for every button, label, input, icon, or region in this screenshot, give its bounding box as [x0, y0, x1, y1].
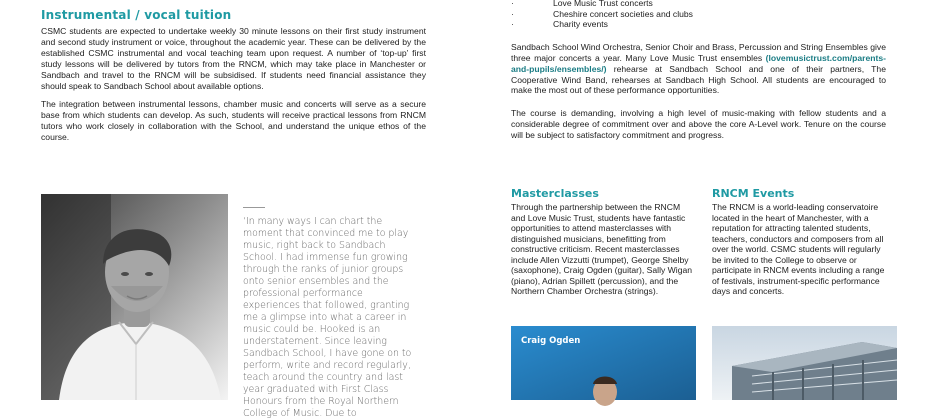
tuition-section: [41, 8, 426, 151]
concerts-paragraph-2: The course is demanding, involving a high level of music-making with fellow students and a considerable degree of commitment over and above the core A-Level work. Tenure on the course will be subject to satisfactory commitment and progress.: [511, 108, 886, 141]
tuition-body: [41, 26, 426, 143]
rncm-heading: RNCM Events: [712, 187, 795, 200]
concerts-body: [511, 42, 886, 141]
tuition-paragraph-1: CSMC students are expected to undertake weekly 30 minute lessons on their first study instrument and second study instrument or voice, throughout the academic year. These can be delivered by the established CSMC instrumental and vocal teaching team upon request. A number of ‘top-up’ first study lessons will be delivered by tutors from the RNCM, which may take place in Manchester or Sandbach and travel to the RNCM will be subsidised. If students need financial assistance they should speak to Sandbach School about available options.: [41, 26, 426, 91]
quote-rule: [243, 207, 265, 208]
tuition-heading: Instrumental / vocal tuition: [41, 8, 232, 22]
concerts-paragraph-1: [511, 42, 886, 97]
portrait-photo: [41, 194, 228, 400]
concerts-section: [511, 0, 886, 149]
rncm-building-image: [712, 326, 897, 400]
concerts-paragraph-1-end: rehearse at Sandbach School and one of their partners, The Cooperative Wind Band, rehearses at Sandbach High School. All students are encouraged to make the most out of these performance opportunities.: [511, 63, 886, 96]
masterclasses-heading: Masterclasses: [511, 187, 599, 200]
concerts-paragraph-1-start: Sandbach School Wind Orchestra, Senior Choir and Brass, Percussion and String Ensembles give three major concerts a year. Many Love Music Trust ensembles: [511, 41, 886, 63]
photo-caption: Craig Ogden: [521, 336, 581, 346]
rncm-text: The RNCM is a world-leading conservatoire located in the heart of Manchester, with a reputation for attracting talented students, teachers, conductors and composers from all over the world. CSMC students will regularly be invited to the College to observe or participate in RNCM events including a range of festivals, instrument-specific performance days and concerts.: [712, 202, 885, 296]
rncm-building-photo: [712, 326, 897, 400]
quote-text: ‘In many ways I can chart the moment that convinced me to play music, right back to Sandbach School. I had immense fun growing through the ranks of junior groups onto senior ensembles and the professional performance experiences that followed, granting me a glimpse into what a career in music could be. Hooked is an understatement. Since leaving Sandbach School, I have gone on to perform, write and record regularly, teach around the country and last year graduated with First Class Honours from the Royal Northern College of Music. Due to: [243, 216, 412, 419]
bullet-item: · Love Music Trust concerts: [511, 0, 886, 9]
quote-block: [243, 207, 421, 419]
bullet-item: · Charity events: [511, 19, 886, 30]
masterclasses-text: Through the partnership between the RNCM and Love Music Trust, students have fantastic opportunities to attend masterclasses with distinguished musicians, benefitting from constructive criticism. Recent masterclasses include Allen Vizzutti (trumpet), George Shelby (saxophone), Craig Ogden (guitar), Sally Wigan (piano), Adrian Spillett (percussion), and the Northern Chamber Orchestra (strings).: [511, 202, 693, 296]
tuition-paragraph-2: The integration between instrumental lessons, chamber music and concerts will serve as a secure base from which students can develop. As such, students will receive practical lessons from RNCM tutors who work closely in collaboration with the School, and understand the unique ethos of the course.: [41, 99, 426, 143]
concert-bullets: [511, 0, 886, 30]
masterclasses-section: [511, 187, 695, 297]
craig-ogden-photo: [511, 326, 696, 400]
bullet-item: · Cheshire concert societies and clubs: [511, 9, 886, 20]
ensembles-link[interactable]: (lovemusictrust.com/parents-and-pupils/ensembles/): [511, 52, 886, 74]
rncm-section: [712, 187, 892, 297]
portrait-image: [41, 194, 228, 400]
